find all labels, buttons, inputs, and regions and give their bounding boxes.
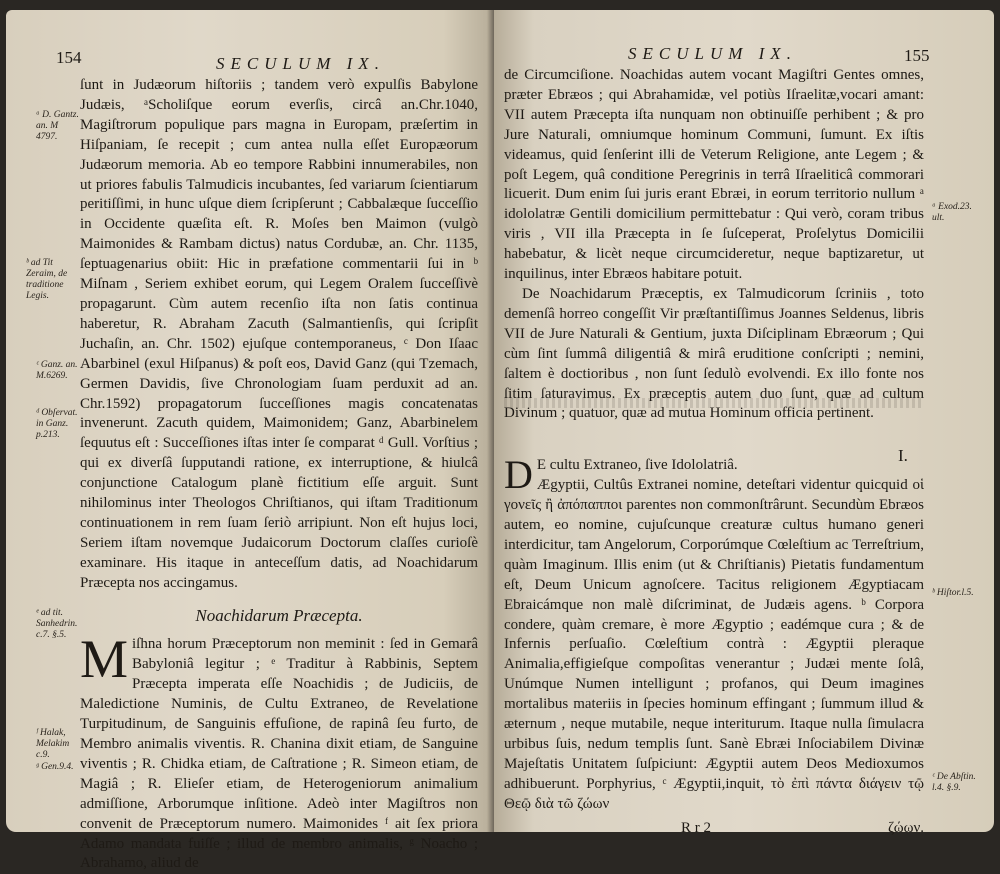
section-text: iſhna horum Præceptorum non meminit : ſed in Gemarâ Babyloniâ legitur ; ᵉ Traditur à Rabbinis, Septem Præcepta imperata eſſe Noachidis ; de Judiciis, de Maledictione Numinis, de Cultu Extraneo, de Revelatione Turpitudinum, de Sanguinis effuſione, de rapinâ ſeu furto, de Membro animalis viventis. R. Chanina dixit etiam, de Sanguine viventis ; R. Chidka etiam, de Caſtratione ; R. Simeon etiam, de Magiâ ; R. Elieſer etiam, de Heterogeniorum animalium admiſſione, Arborumque inſitione. Adeò inter Magiſtros non convenit de Præceptorum numero. Maimonides ᶠ ait ſex priora Adamo mandata fuiſſe ; illud de membro animalis, ᵍ Noacho ; Abrahamo, aliud de [80, 636, 478, 872]
margin-note: ᵉ ad tit. Sanhedrin. c.7. §.5. [36, 608, 78, 640]
page-number: 154 [56, 48, 82, 67]
section-paragraph [80, 629, 478, 874]
margin-note: ᵈ Obſervat. in Ganz. p.213. [36, 408, 78, 440]
right-page [494, 10, 994, 836]
section-intro: E cultu Extraneo, ſive Idololatriâ. [536, 457, 738, 474]
margin-note: ᵃ D. Gantz. an. M 4797. [36, 110, 79, 142]
drop-cap: D [504, 452, 533, 498]
margin-note: ᶠ Halak, Melakim c.9. [36, 728, 70, 760]
left-page [6, 10, 492, 872]
running-head: SECULUM IX. [628, 44, 797, 63]
catchword: ζώων. [888, 819, 924, 836]
margin-note: ᵇ Hiſtor.l.5. [932, 588, 974, 598]
drop-cap: M [80, 629, 129, 690]
section-number: I. [898, 446, 908, 465]
margin-note: ᶜ De Abſtin. l.4. §.9. [932, 772, 976, 793]
running-head: SECULUM IX. [216, 54, 385, 73]
signature: R r 2 [681, 819, 712, 836]
page-number: 155 [904, 46, 930, 65]
body-text [80, 76, 478, 874]
paragraph: De Noachidarum Præceptis, ex Talmudicorum ſcriniis , toto demenſâ horreo congeſſit Vir præſtantiſſimus Joannes Seldenus, libris VII de Jure Naturali & Gentium, juxta Diſciplinam Ebræorum ; Qui cùm ſint ſummâ diligentiâ & mirâ eruditione conſcripti ; nemini, ſaltem è doctioribus , non ſunt ſedulò evolvendi. Ex illo fonte nos ſitim ſaturavimus. Ex præceptis autem duo ſunt, quæ ad cultum Divinum ; quatuor, quæ ad mutua Hominum officia pertinent. [504, 285, 924, 422]
section-heading [504, 452, 924, 498]
signature-mark [504, 819, 924, 839]
paragraph: de Circumciſione. Noachidas autem vocant Magiſtri Gentes omnes, præter Ebræos ; qui Abrahamidæ, vel potiùs Iſraelitæ,vocari amant: VII autem Præcepta iſta nunquam non obtinuiſſe perhibent ; & pro Jure Naturali, omniumque hominum Communi, ſumunt. Ex iſtis videamus, quid ſenſerint illi de Veterum Religione, ante Legem ; & poſt Legem, quâ conditione Peregrinis in terrâ Iſraeliticâ commorari licuerit. Dum enim ſui juris erant Ebræi, in eorum territorio nullum ᵃ idololatræ Gentili domicilium permittebatur : Qui verò, coram tribus viris , VII illa Præcepta in ſe ſuſceperat, Proſelytus Domicilii habebatur, & licèt neque circumcideretur, neque baptizaretur, ut inquilinus, inter Ebræos habitare potuit. [504, 67, 924, 283]
section-title: Noachidarum Præcepta. [195, 605, 363, 625]
margin-note: ᶜ Ganz. an. M.6269. [36, 360, 78, 381]
margin-note: ᵍ Gen.9.4. [36, 762, 74, 772]
body-text [504, 66, 924, 839]
paragraph: Ægyptii, Cultûs Extranei nomine, deteſtari videntur quicquid οἱ γονεῖς ἢ ἀπόπαπποι parentes non commonſtrârunt. Secundùm Ebræos autem, eo nomine, cujuſcunque creaturæ cultus humano generi interdicitur, tam Angelorum, Corporúmque Cœleſtium ac Terreſtrium, quàm Imaginum. Illis enim (ut & Chriſtianis) Pietatis fundamentum eſt, Deum Unicum agnoſcere. Tacitus religionem Ægyptiacam Ebraicámque non malè diſcriminat, de Judæis agens. ᵇ Corpora condere, quàm cremare, è more Ægyptio ; eadémque cura ; & de Infernis perſuaſio. Cœleſtium contrà : Ægyptii pleraque Animalia,effigieſque compoſitas venerantur ; Judæi mente ſolâ, Unúmque Numen intelligunt ; profanos, qui Deum imagines mortalibus materiis in ſpecies hominum effingant ; ſummum illud & æternum , neque mutabile, neque interiturum. Itaque nulla ſimulacra urbibus ſuis, nedum templis ſunt. Sanè Ebræi Inſociabilem Divinæ Majeſtatis Unitatem ſuſpiciunt: Ægyptii autem Deos Medioxumos adhibuerunt. Porphyrius, ᶜ Ægyptii,inquit, τὸ ἐπὶ πάντα διάγειν τῷ Θεῷ διὰ τῶ ζώων [504, 477, 924, 812]
margin-note: ᵃ Exod.23. ult. [932, 202, 972, 223]
paragraph: ſunt in Judæorum hiſtoriis ; tandem verò expulſis Babylone Judæis, ᵃScholiſque eorum everſis, circâ an.Chr.1040, Magiſtrorum populique pars magna in Europam, præſertim in Hiſpaniam, ſe recepit ; cum antea nulla eſſet Europæorum Judæorum memoria. Ab eo tempore Rabbini innumerabiles, non ut priores fabulis Talmudicis incubantes, ſed variarum ſcientiarum peritiſſimi, in hunc uſque diem ſcripſerunt ; Cabbalæque ſucceſſio in Occidente quæſita eſt. R. Moſes ben Maimon (vulgò Maimonides & Rambam dictus) natus Cordubæ, an. Chr. 1135, ſeptuagenarius obiit: Hic in præfatione commentarii ſui in ᵇ Miſnam , Seriem exhibet eorum, qui Legem Oralem ſucceſſivè propagarunt. Cùm autem recenſio iſta non ſatis continua haberetur, R. Abraham Zacuth (Salmantienſis, qui ſcripſit Juchaſin, an. Chr. 1502) ejuſque contemporaneus, ᶜ Don Iſaac Abarbinel (exul Hiſpanus) & poſt eos, David Ganz (qui Tzemach, Germen Davidis, ſive Chronologiam ſuam perduxit ad an. Chr.1592) propagatorum ſucceſſiones magis concatenatas invenerunt. Zacuth quidem, Maimonidem; Ganz, Abarbinelem ſequutus eſt : Succeſſiones iſtas inter ſe comparat ᵈ Gull. Vorſtius ; qui ex diverſâ ſupputandi ratione, ex interruptione, & hiulcâ conjunctione Catalogum planè fictitium eſſe arguit. Sunt nihilominus inter Theologos Chriſtianos, qui iſtam Traditionum continuationem in rem ſuam ſeriò arripiunt. Non eſt hujus loci, Seriem iſtam novemque Judaicorum Doctorum claſſes curioſè examinare. His itaque in anteceſſum datis, ad Noachidarum Præcepta nos accingamus. [80, 77, 478, 591]
margin-note: ᵇ ad Tit Zeraim, de traditione Legis. [26, 258, 68, 301]
